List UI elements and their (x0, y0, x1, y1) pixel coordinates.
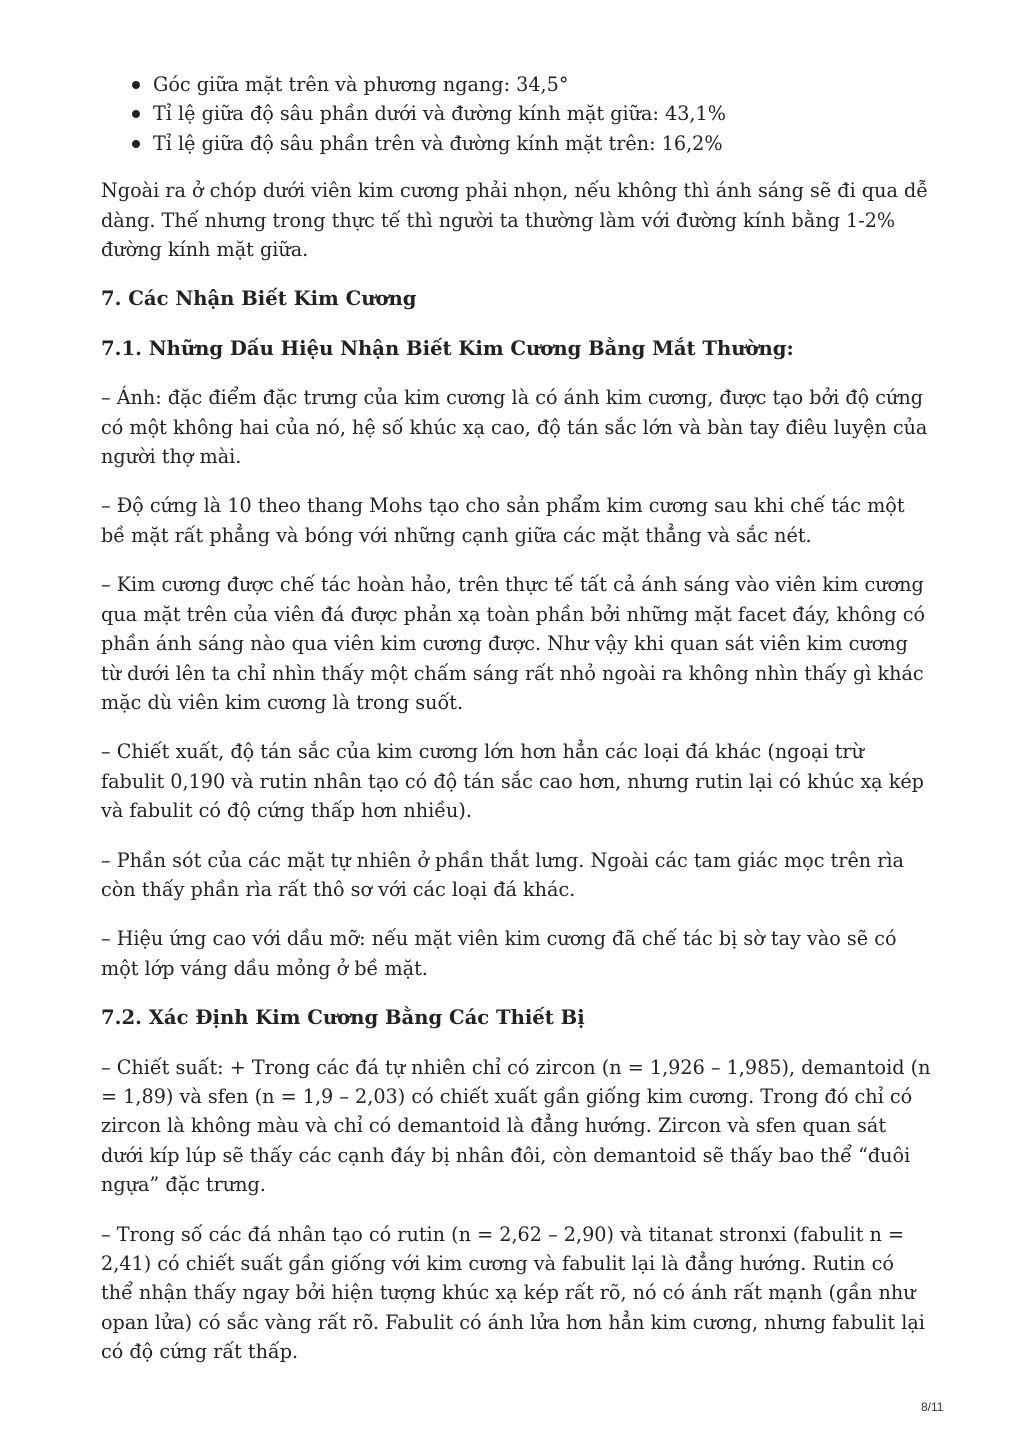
list-item (101, 70, 931, 99)
section-heading-7: 7. Các Nhận Biết Kim Cương (101, 287, 417, 311)
intro-paragraph: Ngoài ra ở chóp dưới viên kim cương phải nhọn, nếu không thì ánh sáng sẽ đi qua dễ dàng. Thế nhưng trong thực tế thì người ta thường làm với đường kính bằng 1-2% đường kính mặt giữa. (101, 179, 929, 262)
paragraph: – Hiệu ứng cao với dầu mỡ: nếu mặt viên kim cương đã chế tác bị sờ tay vào sẽ có một lớp váng dầu mỏng ở bề mặt. (101, 927, 897, 980)
page-number: 8/11 (921, 1400, 944, 1414)
bullet-dot-icon (132, 81, 140, 89)
section-heading-7-2: 7.2. Xác Định Kim Cương Bằng Các Thiết Bị (101, 1006, 585, 1030)
paragraph: – Phần sót của các mặt tự nhiên ở phần thắt lưng. Ngoài các tam giác mọc trên rìa còn thấy phần rìa rất thô sơ với các loại đá khác. (101, 848, 904, 901)
list-item (101, 99, 931, 128)
paragraph: – Chiết suất: + Trong các đá tự nhiên chỉ có zircon (n = 1,926 – 1,985), demantoid (n = 1,89) và sfen (n = 1,9 – 2,03) có chiết xuất gần giống kim cương. Trong đó chỉ có zircon là không màu và chỉ có demantoid là đẳng hướng. Zircon và sfen quan sát dưới kíp lúp sẽ thấy các cạnh đáy bị nhân đôi, còn demantoid sẽ thấy bao thể “đuôi ngựa” đặc trưng. (101, 1055, 931, 1197)
bullet-dot-icon (132, 110, 140, 118)
paragraph: – Chiết xuất, độ tán sắc của kim cương lớn hơn hẳn các loại đá khác (ngoại trừ fabulit 0,190 và rutin nhân tạo có độ tán sắc cao hơn, nhưng rutin lại có khúc xạ kép và fabulit có độ cứng thấp hơn nhiều). (101, 740, 924, 823)
spec-bullet-list (101, 70, 931, 158)
section-heading-7-1: 7.1. Những Dấu Hiệu Nhận Biết Kim Cương Bằng Mắt Thường: (101, 336, 794, 360)
list-item-text: Góc giữa mặt trên và phương ngang: 34,5° (153, 73, 569, 96)
list-item-text: Tỉ lệ giữa độ sâu phần dưới và đường kính mặt giữa: 43,1% (153, 102, 726, 126)
list-item (101, 129, 931, 158)
paragraph: – Ánh: đặc điểm đặc trưng của kim cương là có ánh kim cương, được tạo bởi độ cứng có một không hai của nó, hệ số khúc xạ cao, độ tán sắc lớn và bàn tay điêu luyện của người thợ mài. (101, 386, 928, 469)
page-content (101, 70, 931, 1387)
bullet-dot-icon (132, 140, 140, 148)
paragraph: – Kim cương được chế tác hoàn hảo, trên thực tế tất cả ánh sáng vào viên kim cương qua mặt trên của viên đá được phản xạ toàn phần bởi những mặt facet đáy, không có phần ánh sáng nào qua viên kim cương được. Như vậy khi quan sát viên kim cương từ dưới lên ta chỉ nhìn thấy một chấm sáng rất nhỏ ngoài ra không nhìn thấy gì khác mặc dù viên kim cương là trong suốt. (101, 573, 926, 714)
paragraph: – Độ cứng là 10 theo thang Mohs tạo cho sản phẩm kim cương sau khi chế tác một bề mặt rất phẳng và bóng với những cạnh giữa các mặt thẳng và sắc nét. (101, 494, 905, 547)
paragraph: – Trong số các đá nhân tạo có rutin (n = 2,62 – 2,90) và titanat stronxi (fabulit n = 2,41) có chiết suất gần giống với kim cương và fabulit lại là đẳng hướng. Rutin có thể nhận thấy ngay bởi hiện tượng khúc xạ kép rất rõ, nó có ánh rất mạnh (gần như opan lửa) có sắc vàng rất rõ. Fabulit có ánh lửa hơn hẳn kim cương, nhưng fabulit lại có độ cứng rất thấp. (101, 1222, 925, 1364)
list-item-text: Tỉ lệ giữa độ sâu phần trên và đường kính mặt trên: 16,2% (153, 131, 723, 155)
